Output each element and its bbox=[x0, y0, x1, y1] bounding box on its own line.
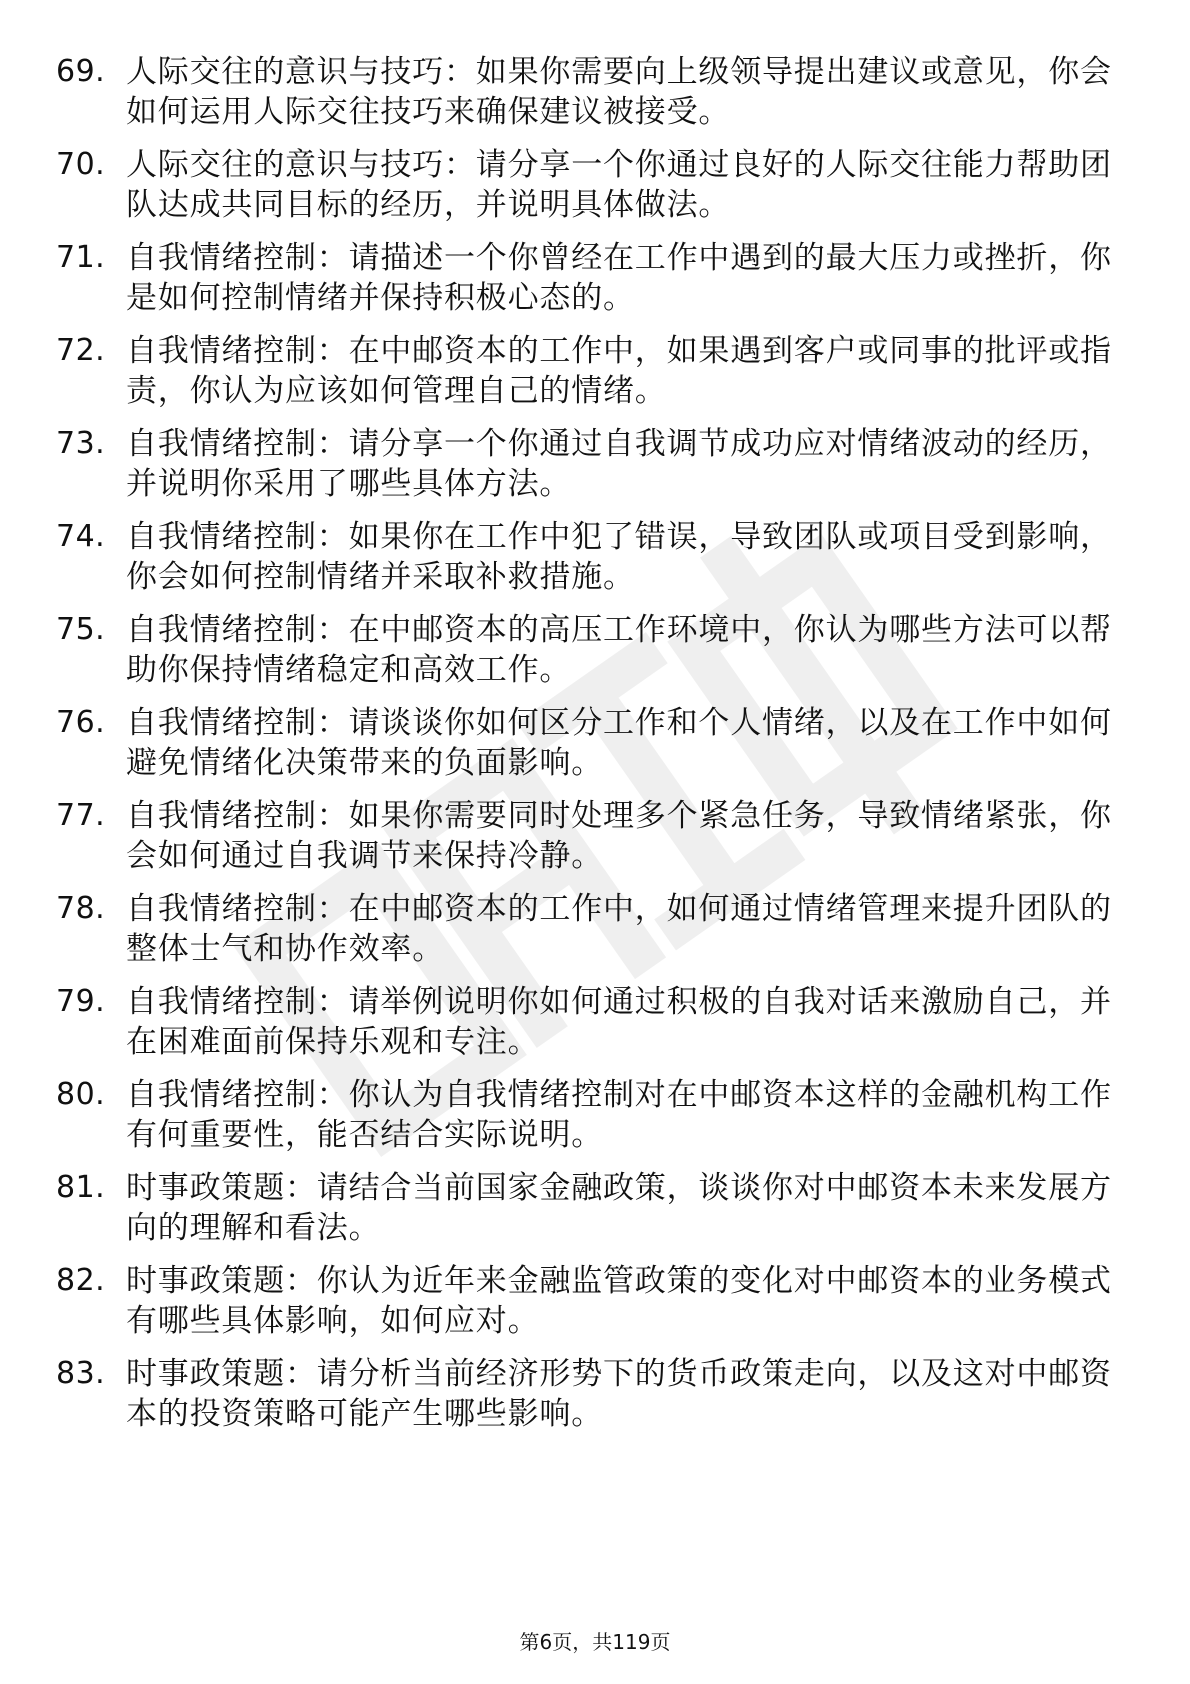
question-number: 72. bbox=[56, 333, 106, 368]
question-text: 人际交往的意识与技巧：请分享一个你通过良好的人际交往能力帮助团队达成共同目标的经历，并说明具体做法。 bbox=[126, 147, 1112, 223]
question-text: 时事政策题：请结合当前国家金融政策，谈谈你对中邮资本未来发展方向的理解和看法。 bbox=[126, 1170, 1112, 1246]
question-item bbox=[56, 889, 1126, 969]
question-number: 76. bbox=[56, 705, 106, 740]
question-text: 自我情绪控制：在中邮资本的高压工作环境中，你认为哪些方法可以帮助你保持情绪稳定和高效工作。 bbox=[126, 612, 1112, 688]
question-item bbox=[56, 796, 1126, 876]
question-text: 自我情绪控制：如果你在工作中犯了错误，导致团队或项目受到影响，你会如何控制情绪并采取补救措施。 bbox=[126, 519, 1112, 595]
question-text: 自我情绪控制：在中邮资本的工作中，如何通过情绪管理来提升团队的整体士气和协作效率。 bbox=[126, 891, 1112, 967]
question-item bbox=[56, 1354, 1126, 1434]
question-number: 79. bbox=[56, 984, 106, 1019]
question-item bbox=[56, 52, 1126, 132]
question-number: 80. bbox=[56, 1077, 106, 1112]
question-text: 时事政策题：请分析当前经济形势下的货币政策走向，以及这对中邮资本的投资策略可能产生哪些影响。 bbox=[126, 1356, 1112, 1432]
question-text: 自我情绪控制：请举例说明你如何通过积极的自我对话来激励自己，并在困难面前保持乐观和专注。 bbox=[126, 984, 1112, 1060]
question-item bbox=[56, 703, 1126, 783]
question-item bbox=[56, 1168, 1126, 1248]
question-list bbox=[56, 52, 1126, 1447]
question-number: 71. bbox=[56, 240, 106, 275]
question-item bbox=[56, 145, 1126, 225]
page-number-label: 第6页，共119页 bbox=[519, 1630, 671, 1654]
question-text: 自我情绪控制：你认为自我情绪控制对在中邮资本这样的金融机构工作有何重要性，能否结合实际说明。 bbox=[126, 1077, 1112, 1153]
question-number: 74. bbox=[56, 519, 106, 554]
question-item bbox=[56, 610, 1126, 690]
question-number: 75. bbox=[56, 612, 106, 647]
question-number: 70. bbox=[56, 147, 106, 182]
question-text: 自我情绪控制：请谈谈你如何区分工作和个人情绪，以及在工作中如何避免情绪化决策带来的负面影响。 bbox=[126, 705, 1112, 781]
question-text: 自我情绪控制：请描述一个你曾经在工作中遇到的最大压力或挫折，你是如何控制情绪并保持积极心态的。 bbox=[126, 240, 1112, 316]
question-number: 82. bbox=[56, 1263, 106, 1298]
question-number: 81. bbox=[56, 1170, 106, 1205]
question-number: 73. bbox=[56, 426, 106, 461]
question-item bbox=[56, 982, 1126, 1062]
question-number: 69. bbox=[56, 54, 106, 89]
question-item bbox=[56, 1075, 1126, 1155]
page-footer bbox=[0, 1630, 1190, 1654]
question-text: 时事政策题：你认为近年来金融监管政策的变化对中邮资本的业务模式有哪些具体影响，如何应对。 bbox=[126, 1263, 1112, 1339]
question-item bbox=[56, 517, 1126, 597]
question-item bbox=[56, 1261, 1126, 1341]
question-item bbox=[56, 331, 1126, 411]
question-text: 自我情绪控制：如果你需要同时处理多个紧急任务，导致情绪紧张，你会如何通过自我调节来保持冷静。 bbox=[126, 798, 1112, 874]
question-text: 自我情绪控制：请分享一个你通过自我调节成功应对情绪波动的经历，并说明你采用了哪些具体方法。 bbox=[126, 426, 1112, 502]
question-text: 自我情绪控制：在中邮资本的工作中，如果遇到客户或同事的批评或指责，你认为应该如何管理自己的情绪。 bbox=[126, 333, 1112, 409]
question-number: 78. bbox=[56, 891, 106, 926]
question-item bbox=[56, 238, 1126, 318]
question-number: 83. bbox=[56, 1356, 106, 1391]
question-text: 人际交往的意识与技巧：如果你需要向上级领导提出建议或意见，你会如何运用人际交往技巧来确保建议被接受。 bbox=[126, 54, 1112, 130]
question-item bbox=[56, 424, 1126, 504]
question-number: 77. bbox=[56, 798, 106, 833]
